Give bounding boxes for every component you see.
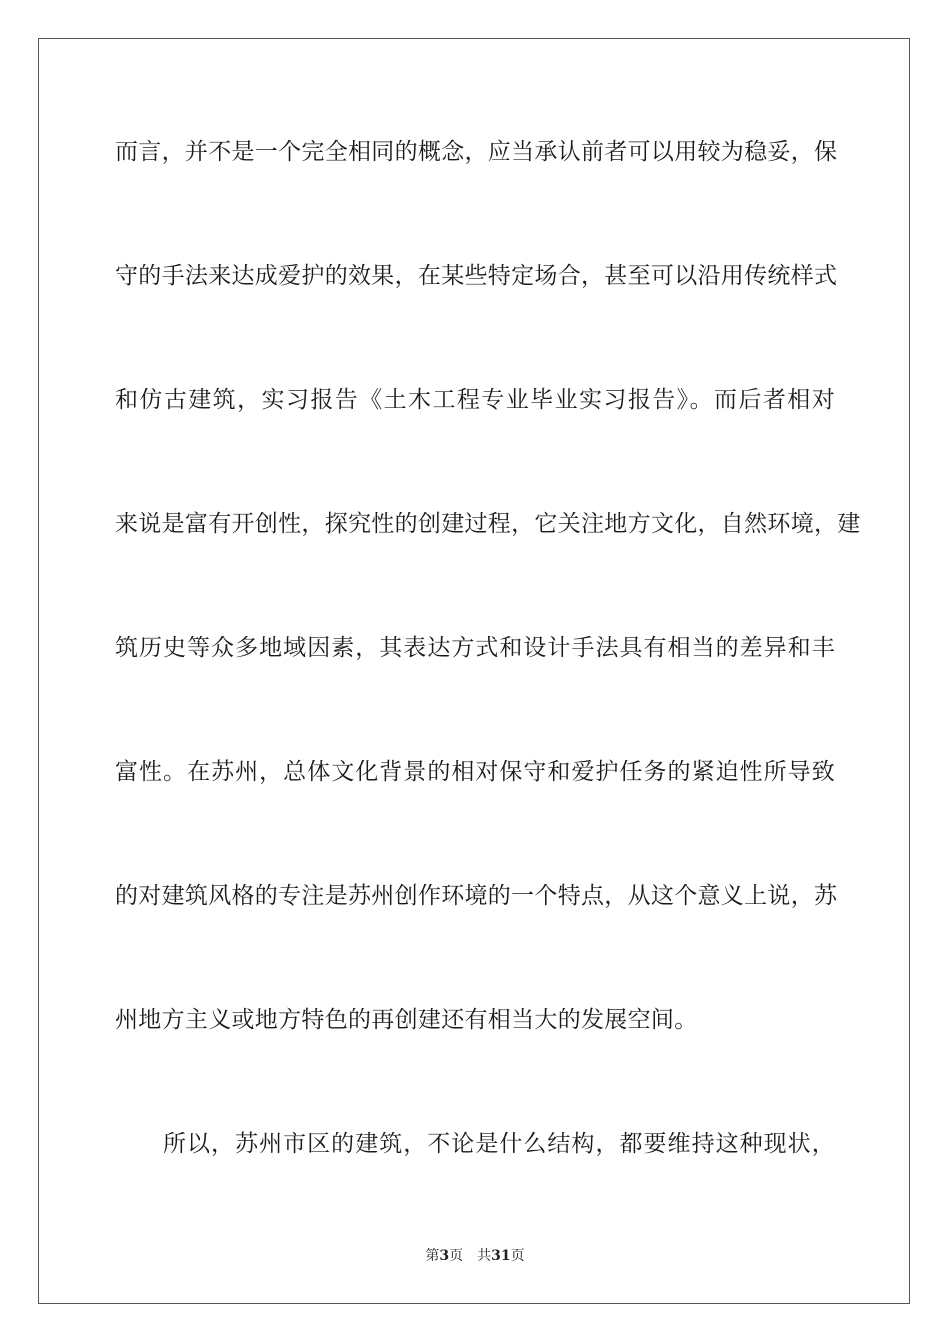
body-text-line: 守的手法来达成爱护的效果，在某些特定场合，甚至可以沿用传统样式 [115,263,838,289]
body-text-line: 的对建筑风格的专注是苏州创作环境的一个特点，从这个意义上说，苏 [115,883,838,909]
body-text-line: 州地方主义或地方特色的再创建还有相当大的发展空间。 [115,1007,698,1033]
page-number: 3 [439,1248,450,1264]
page-prefix: 第 [425,1248,440,1264]
paragraph-start-line: 所以，苏州市区的建筑，不论是什么结构，都要维持这种现状， [163,1131,835,1157]
body-text-line: 筑历史等众多地域因素，其表达方式和设计手法具有相当的差异和丰 [115,635,835,661]
total-prefix: 共 [477,1248,492,1264]
body-text-line: 来说是富有开创性，探究性的创建过程，它关注地方文化，自然环境，建 [115,511,861,537]
body-text-line: 富性。在苏州，总体文化背景的相对保守和爱护任务的紧迫性所导致 [115,759,835,785]
page-border [38,38,910,1304]
body-text-line: 而言，并不是一个完全相同的概念，应当承认前者可以用较为稳妥，保 [115,139,838,165]
page-footer [0,1247,950,1265]
total-suffix: 页 [510,1248,525,1264]
page-suffix: 页 [449,1248,464,1264]
total-pages: 31 [491,1248,511,1264]
body-text-line: 和仿古建筑，实习报告《土木工程专业毕业实习报告》。而后者相对 [115,387,835,413]
